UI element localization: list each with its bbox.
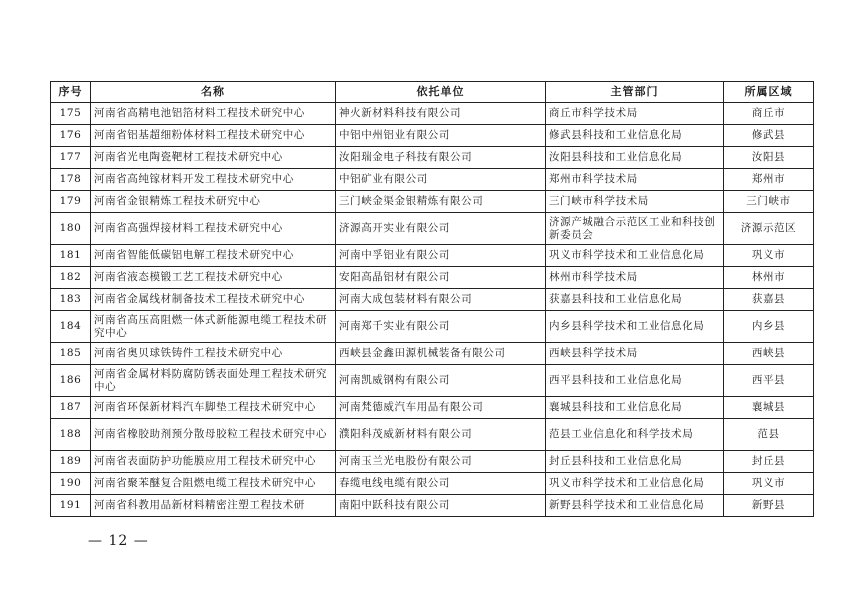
cell-name: 河南省橡胶助剂预分散母胶粒工程技术研究中心: [91, 419, 336, 451]
centers-table: [50, 81, 814, 517]
table-row: [51, 343, 814, 365]
cell-host-unit: 汝阳瑞金电子科技有限公司: [336, 147, 546, 169]
cell-host-unit: 中铝矿业有限公司: [336, 169, 546, 191]
cell-name: 河南省聚苯醚复合阻燃电缆工程技术研究中心: [91, 473, 336, 495]
table-row: [51, 169, 814, 191]
cell-host-unit: 神火新材料科技有限公司: [336, 103, 546, 125]
cell-region: 修武县: [724, 125, 814, 147]
cell-name: 河南省高强焊接材料工程技术研究中心: [91, 213, 336, 245]
cell-serial-number: 176: [51, 125, 91, 147]
cell-serial-number: 178: [51, 169, 91, 191]
cell-department: 襄城县科技和工业信息化局: [546, 397, 724, 419]
table-row: [51, 473, 814, 495]
cell-region: 西平县: [724, 365, 814, 397]
cell-name: 河南省科教用品新材料精密注塑工程技术研: [91, 495, 336, 517]
cell-serial-number: 180: [51, 213, 91, 245]
cell-serial-number: 183: [51, 289, 91, 311]
cell-department: 林州市科学技术局: [546, 267, 724, 289]
cell-serial-number: 182: [51, 267, 91, 289]
cell-serial-number: 189: [51, 451, 91, 473]
cell-name: 河南省智能低碳铝电解工程技术研究中心: [91, 245, 336, 267]
cell-serial-number: 185: [51, 343, 91, 365]
cell-serial-number: 186: [51, 365, 91, 397]
cell-host-unit: 南阳中跃科技有限公司: [336, 495, 546, 517]
cell-name: 河南省高压高阻燃一体式新能源电缆工程技术研究中心: [91, 311, 336, 343]
cell-serial-number: 179: [51, 191, 91, 213]
cell-region: 三门峡市: [724, 191, 814, 213]
cell-name: 河南省金属材料防腐防锈表面处理工程技术研究中心: [91, 365, 336, 397]
cell-name: 河南省液态模锻工艺工程技术研究中心: [91, 267, 336, 289]
header-department: 主管部门: [546, 82, 724, 103]
cell-department: 商丘市科学技术局: [546, 103, 724, 125]
cell-host-unit: 河南玉兰光电股份有限公司: [336, 451, 546, 473]
cell-name: 河南省表面防护功能膜应用工程技术研究中心: [91, 451, 336, 473]
cell-name: 河南省铝基超细粉体材料工程技术研究中心: [91, 125, 336, 147]
cell-serial-number: 175: [51, 103, 91, 125]
cell-host-unit: 河南凯威钢构有限公司: [336, 365, 546, 397]
page-number: — 12 —: [88, 533, 149, 549]
table-row: [51, 191, 814, 213]
cell-department: 内乡县科学技术和工业信息化局: [546, 311, 724, 343]
cell-serial-number: 184: [51, 311, 91, 343]
table-row: [51, 213, 814, 245]
table-row: [51, 451, 814, 473]
table-row: [51, 397, 814, 419]
cell-host-unit: 春缆电线电缆有限公司: [336, 473, 546, 495]
cell-host-unit: 河南中孚铝业有限公司: [336, 245, 546, 267]
table-row: [51, 495, 814, 517]
cell-host-unit: 河南梵德威汽车用品有限公司: [336, 397, 546, 419]
cell-department: 修武县科技和工业信息化局: [546, 125, 724, 147]
cell-region: 巩义市: [724, 473, 814, 495]
cell-name: 河南省光电陶瓷靶材工程技术研究中心: [91, 147, 336, 169]
cell-region: 封丘县: [724, 451, 814, 473]
table-row: [51, 419, 814, 451]
cell-department: 巩义市科学技术和工业信息化局: [546, 245, 724, 267]
header-name: 名称: [91, 82, 336, 103]
cell-region: 西峡县: [724, 343, 814, 365]
table-row: [51, 103, 814, 125]
cell-department: 巩义市科学技术和工业信息化局: [546, 473, 724, 495]
cell-serial-number: 191: [51, 495, 91, 517]
cell-region: 内乡县: [724, 311, 814, 343]
cell-department: 汝阳县科技和工业信息化局: [546, 147, 724, 169]
cell-serial-number: 187: [51, 397, 91, 419]
cell-department: 范县工业信息化和科学技术局: [546, 419, 724, 451]
table-row: [51, 289, 814, 311]
cell-region: 新野县: [724, 495, 814, 517]
cell-serial-number: 177: [51, 147, 91, 169]
cell-name: 河南省高纯镓材料开发工程技术研究中心: [91, 169, 336, 191]
table-row: [51, 147, 814, 169]
table-row: [51, 311, 814, 343]
cell-department: 济源产城融合示范区工业和科技创新委员会: [546, 213, 724, 245]
cell-department: 三门峡市科学技术局: [546, 191, 724, 213]
header-host-unit: 依托单位: [336, 82, 546, 103]
table-row: [51, 245, 814, 267]
cell-host-unit: 河南郑千实业有限公司: [336, 311, 546, 343]
cell-host-unit: 西峡县金鑫田源机械装备有限公司: [336, 343, 546, 365]
cell-host-unit: 安阳高晶铝材有限公司: [336, 267, 546, 289]
cell-name: 河南省环保新材料汽车脚垫工程技术研究中心: [91, 397, 336, 419]
cell-region: 济源示范区: [724, 213, 814, 245]
header-region: 所属区域: [724, 82, 814, 103]
cell-region: 林州市: [724, 267, 814, 289]
cell-department: 新野县科学技术和工业信息化局: [546, 495, 724, 517]
cell-department: 郑州市科学技术局: [546, 169, 724, 191]
cell-name: 河南省金银精炼工程技术研究中心: [91, 191, 336, 213]
cell-region: 郑州市: [724, 169, 814, 191]
table-header-row: [51, 82, 814, 103]
header-serial-number: 序号: [51, 82, 91, 103]
cell-region: 获嘉县: [724, 289, 814, 311]
table-row: [51, 365, 814, 397]
table-row: [51, 125, 814, 147]
cell-department: 封丘县科技和工业信息化局: [546, 451, 724, 473]
table-body: [51, 103, 814, 517]
cell-host-unit: 河南大成包装材料有限公司: [336, 289, 546, 311]
cell-region: 襄城县: [724, 397, 814, 419]
cell-region: 商丘市: [724, 103, 814, 125]
cell-serial-number: 181: [51, 245, 91, 267]
cell-name: 河南省高精电池铝箔材料工程技术研究中心: [91, 103, 336, 125]
cell-department: 西平县科技和工业信息化局: [546, 365, 724, 397]
cell-name: 河南省奥贝球铁铸件工程技术研究中心: [91, 343, 336, 365]
cell-host-unit: 濮阳科茂威新材料有限公司: [336, 419, 546, 451]
cell-host-unit: 中铝中州铝业有限公司: [336, 125, 546, 147]
cell-name: 河南省金属线材制备技术工程技术研究中心: [91, 289, 336, 311]
cell-host-unit: 济源高开实业有限公司: [336, 213, 546, 245]
cell-region: 汝阳县: [724, 147, 814, 169]
cell-host-unit: 三门峡金渠金银精炼有限公司: [336, 191, 546, 213]
cell-department: 西峡县科学技术局: [546, 343, 724, 365]
cell-region: 巩义市: [724, 245, 814, 267]
cell-serial-number: 188: [51, 419, 91, 451]
cell-serial-number: 190: [51, 473, 91, 495]
table-row: [51, 267, 814, 289]
cell-department: 获嘉县科技和工业信息化局: [546, 289, 724, 311]
cell-region: 范县: [724, 419, 814, 451]
